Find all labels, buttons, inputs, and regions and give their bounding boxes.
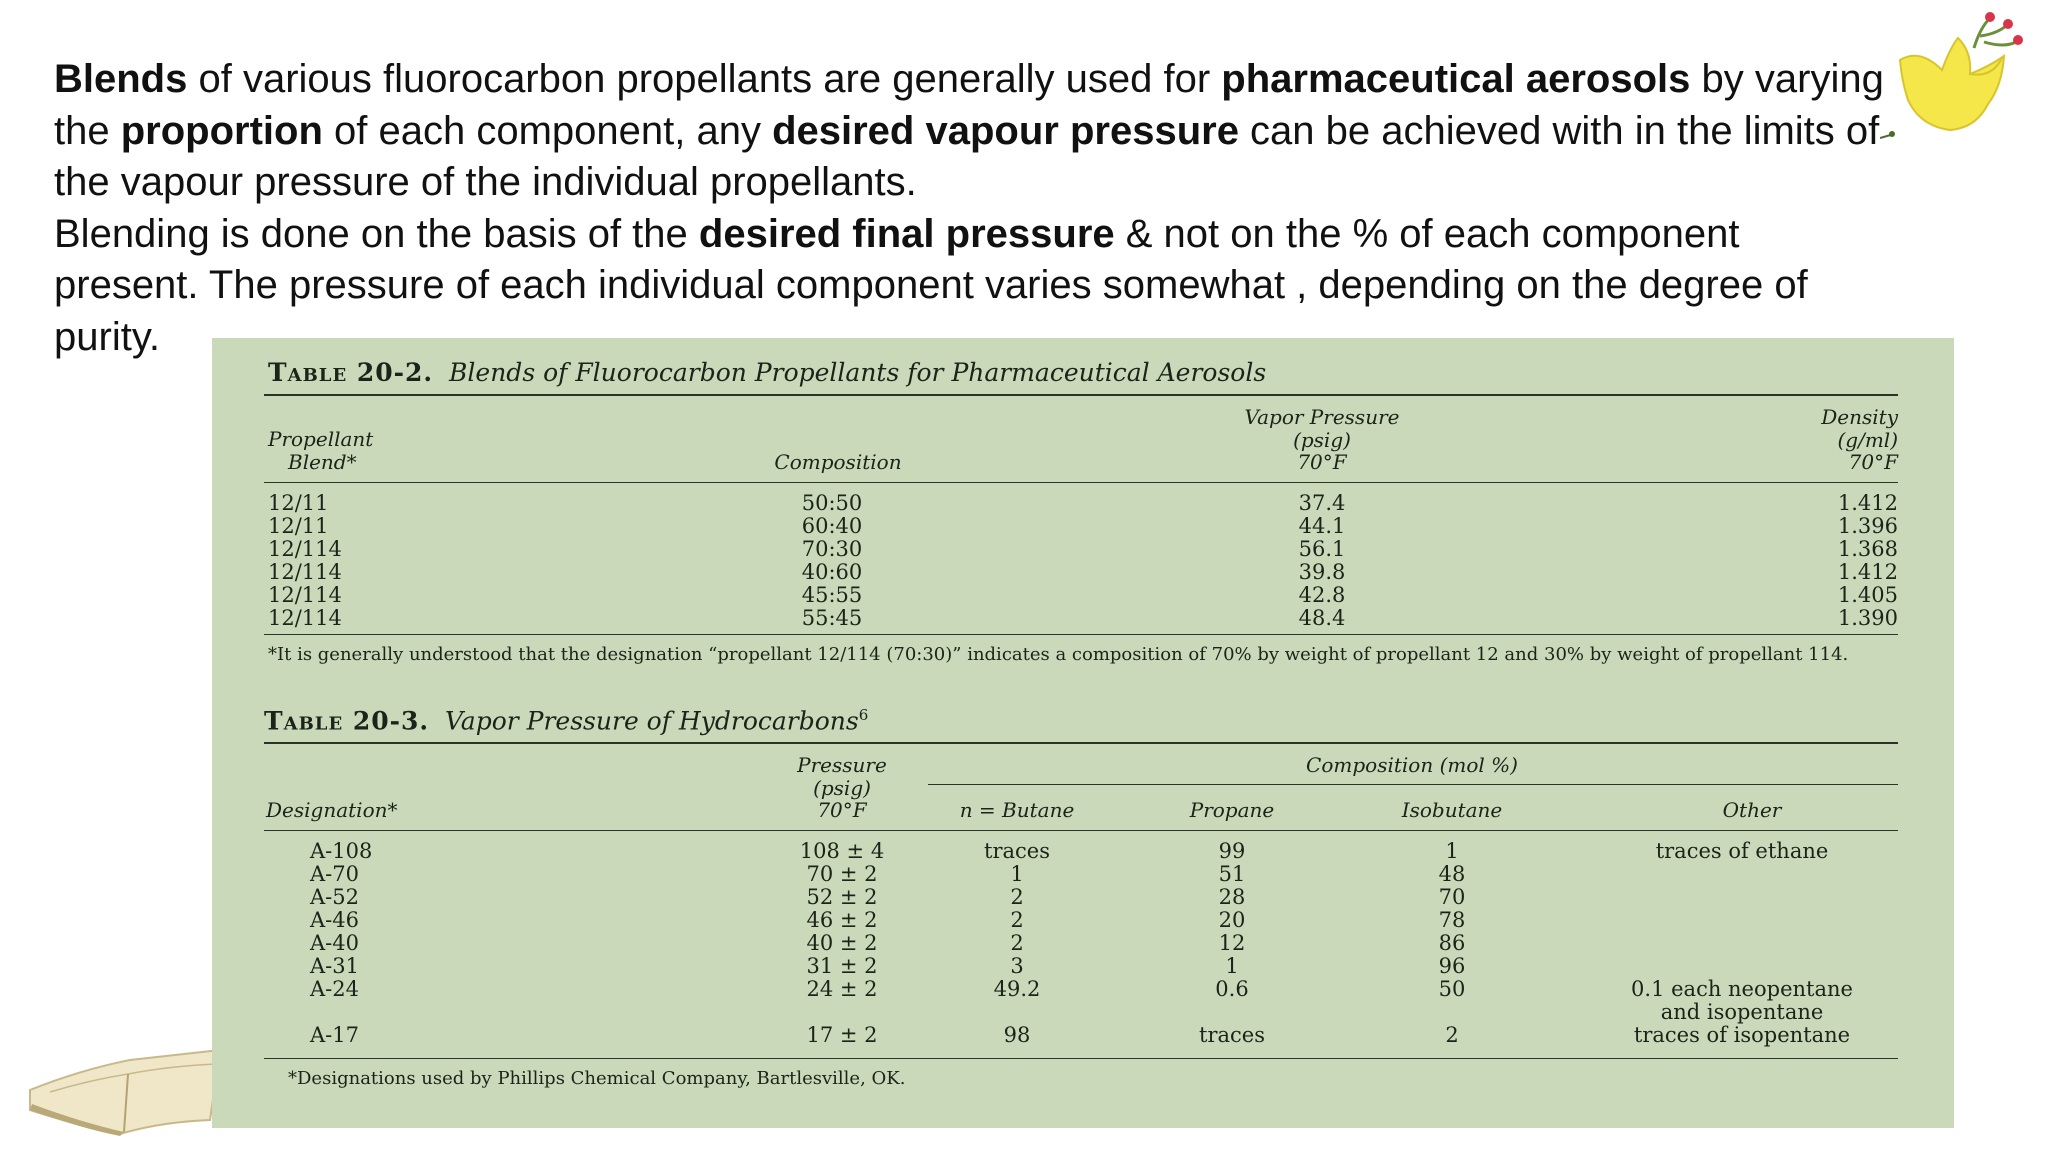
table1-label: Table 20-2. (268, 358, 434, 387)
t2-cell-pressure: 46 ± 2 (806, 908, 878, 932)
t2-cell-designation: A-46 (310, 908, 359, 932)
t1-cell-pressure: 48.4 (1298, 606, 1346, 630)
t2-cell-other: traces of ethane (1655, 839, 1829, 863)
t2-header-isobutane: Isobutane (1401, 798, 1503, 822)
t1-header-pressure-3: 70°F (1297, 450, 1347, 474)
t2-cell-isobutane: 48 (1438, 862, 1466, 886)
t2-cell-propane: 51 (1218, 862, 1246, 886)
t1-cell-density: 1.368 (1837, 537, 1898, 561)
table2-title: Vapor Pressure of Hydrocarbons (445, 706, 859, 736)
t2-cell-propane: 20 (1218, 908, 1246, 932)
t2-cell-designation: A-52 (310, 885, 359, 909)
table2-title-superscript: 6 (858, 706, 869, 724)
t2-composition-rule (928, 784, 1898, 785)
t2-cell-designation: A-70 (310, 862, 359, 886)
t2-cell-pressure: 70 ± 2 (806, 862, 878, 886)
t2-cell-pressure: 52 ± 2 (806, 885, 878, 909)
t1-cell-density: 1.412 (1837, 560, 1898, 584)
t1-header-blend-2: Blend* (288, 450, 357, 474)
t2-cell-pressure: 108 ± 4 (799, 839, 885, 863)
text-run: of each component, any (322, 108, 773, 153)
table1-top-rule (264, 394, 1898, 396)
bold-term: Blends (54, 57, 188, 101)
t2-header-designation: Designation* (266, 798, 398, 822)
t2-cell-isobutane: 2 (1445, 1023, 1459, 1047)
bird-flower-icon (1880, 8, 2048, 158)
t1-cell-composition: 60:40 (801, 514, 863, 538)
t1-cell-pressure: 39.8 (1298, 560, 1346, 584)
text-run: Blending is done on the basis of the (54, 211, 699, 256)
t2-cell-butane: 2 (1010, 908, 1024, 932)
text-run: by varying the (54, 57, 1884, 153)
t2-cell-isobutane: 50 (1438, 977, 1466, 1001)
t1-header-density-1: Density (1821, 405, 1898, 429)
table2-bottom-rule (264, 1058, 1898, 1059)
t1-cell-composition: 40:60 (801, 560, 863, 584)
t2-header-butane: n = Butane (959, 798, 1075, 822)
t1-cell-density: 1.390 (1837, 606, 1898, 630)
t2-cell-propane: traces (1199, 1023, 1265, 1047)
table2-label: Table 20-3. (264, 706, 430, 736)
t2-cell-isobutane: 78 (1438, 908, 1466, 932)
text-run: & not on the % of each component present. The pressure of each individual component varies somewhat , depending on the degree of purity. (54, 211, 1808, 359)
t1-cell-blend: 12/11 (268, 491, 329, 515)
t2-cell-isobutane: 70 (1438, 885, 1466, 909)
t2-cell-isobutane: 1 (1445, 839, 1459, 863)
t2-header-other: Other (1722, 798, 1782, 822)
t2-header-propane: Propane (1189, 798, 1275, 822)
t1-header-composition: Composition (774, 450, 902, 474)
t1-cell-composition: 55:45 (801, 606, 863, 630)
t2-cell-butane: 98 (1003, 1023, 1031, 1047)
t2-cell-pressure: 40 ± 2 (806, 931, 878, 955)
table2-caption (264, 706, 868, 735)
t2-header-pressure-1: Pressure (797, 753, 887, 777)
bold-term: proportion (120, 108, 323, 153)
table2-footnote: *Designations used by Phillips Chemical Company, Bartlesville, OK. (288, 1068, 906, 1089)
t2-cell-propane: 99 (1218, 839, 1246, 863)
table1-title: Blends of Fluorocarbon Propellants for Pharmaceutical Aerosols (449, 358, 1267, 387)
table1-bottom-rule (264, 634, 1898, 635)
t1-cell-composition: 45:55 (801, 583, 863, 607)
t2-cell-butane: 1 (1010, 862, 1024, 886)
t2-cell-propane: 0.6 (1215, 977, 1249, 1001)
t2-cell-pressure: 17 ± 2 (806, 1023, 878, 1047)
t1-cell-pressure: 42.8 (1298, 583, 1346, 607)
t2-header-pressure-2: (psig) (813, 776, 871, 800)
open-book-icon (20, 1030, 230, 1140)
t2-cell-butane: 49.2 (993, 977, 1041, 1001)
t1-header-density-2: (g/ml) (1837, 428, 1898, 452)
t2-cell-pressure: 24 ± 2 (806, 977, 878, 1001)
t1-cell-density: 1.405 (1837, 583, 1898, 607)
t2-cell-butane: 2 (1010, 931, 1024, 955)
t2-cell-designation: A-108 (310, 839, 373, 863)
scanned-table-page (212, 338, 1954, 1128)
t2-cell-propane: 1 (1225, 954, 1239, 978)
t1-cell-pressure: 44.1 (1298, 514, 1346, 538)
t1-cell-density: 1.412 (1837, 491, 1898, 515)
bold-term: pharmaceutical aerosols (1221, 57, 1691, 101)
bold-term: desired vapour pressure (772, 108, 1239, 153)
t2-cell-designation: A-24 (310, 977, 359, 1001)
t2-cell-propane: 28 (1218, 885, 1246, 909)
intro-text (54, 54, 1894, 363)
table2-header-rule (264, 830, 1898, 831)
t1-cell-composition: 50:50 (801, 491, 863, 515)
t2-cell-butane: traces (984, 839, 1050, 863)
t2-cell-propane: 12 (1218, 931, 1246, 955)
t1-cell-density: 1.396 (1837, 514, 1898, 538)
t2-cell-butane: 3 (1010, 954, 1024, 978)
t1-header-pressure-1: Vapor Pressure (1244, 405, 1400, 429)
text-run: can be achieved with in the limits of the vapour pressure of the individual propellants. (54, 108, 1880, 204)
t1-cell-blend: 12/114 (268, 537, 342, 561)
t2-cell-butane: 2 (1010, 885, 1024, 909)
t1-cell-blend: 12/114 (268, 583, 342, 607)
bold-term: desired final pressure (698, 211, 1115, 256)
t2-cell-other: and isopentane (1660, 1000, 1824, 1024)
text-run: of various fluorocarbon propellants are generally used for (187, 57, 1222, 101)
t2-cell-pressure: 31 ± 2 (806, 954, 878, 978)
table1-footnote: *It is generally understood that the designation “propellant 12/114 (70:30)” indicates a composition of 70% by weight of propellant 12 and 30% by weight of propellant 114. (268, 644, 1849, 665)
t2-header-pressure-3: 70°F (817, 798, 867, 822)
t1-header-blend-1: Propellant (268, 427, 374, 451)
t2-cell-isobutane: 96 (1438, 954, 1466, 978)
t1-header-pressure-2: (psig) (1293, 428, 1351, 452)
t2-header-composition-group: Composition (mol %) (1306, 753, 1518, 777)
t1-cell-blend: 12/114 (268, 606, 342, 630)
table2-top-rule (264, 742, 1898, 744)
t2-cell-designation: A-40 (310, 931, 359, 955)
t1-cell-pressure: 56.1 (1298, 537, 1346, 561)
intro-paragraph-1 (54, 54, 1894, 209)
t2-cell-other: 0.1 each neopentane (1631, 977, 1853, 1001)
t1-cell-blend: 12/11 (268, 514, 329, 538)
t2-cell-isobutane: 86 (1438, 931, 1466, 955)
t2-cell-designation: A-31 (310, 954, 359, 978)
t2-cell-designation: A-17 (310, 1023, 359, 1047)
t1-header-density-3: 70°F (1848, 450, 1898, 474)
table1-caption (268, 358, 1266, 387)
t1-cell-composition: 70:30 (801, 537, 863, 561)
t1-cell-blend: 12/114 (268, 560, 342, 584)
table1-header-rule (264, 482, 1898, 483)
t1-cell-pressure: 37.4 (1298, 491, 1346, 515)
t2-cell-other: traces of isopentane (1633, 1023, 1851, 1047)
